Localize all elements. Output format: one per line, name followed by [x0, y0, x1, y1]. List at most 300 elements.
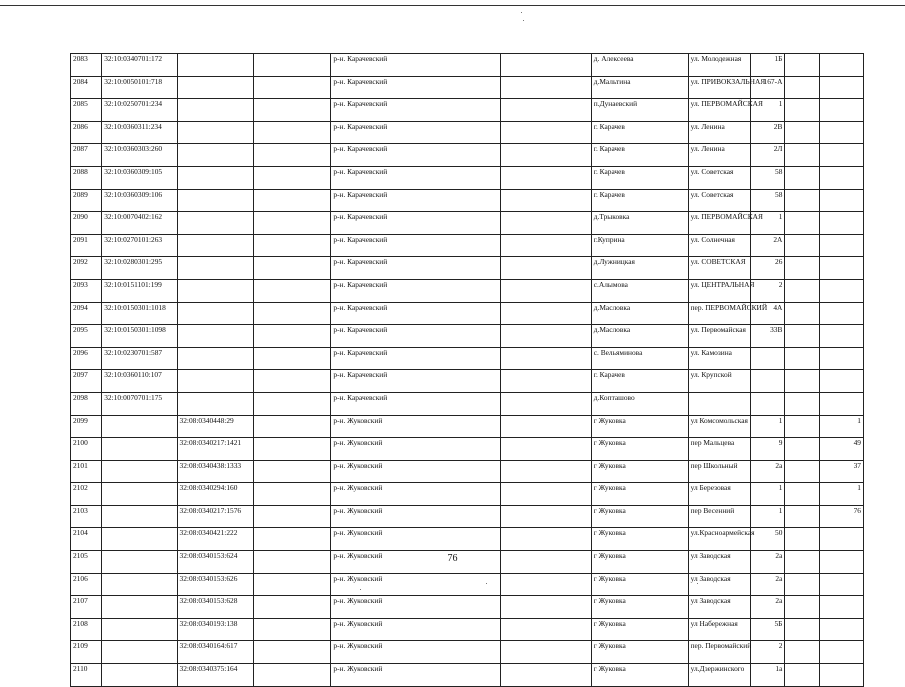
- blank-column-cell: [501, 528, 591, 551]
- cadastral-number-b-cell: [177, 347, 253, 370]
- blank-column-cell: [253, 392, 330, 415]
- blank-column-cell: [253, 144, 330, 167]
- row-number-cell: 2088: [71, 166, 102, 189]
- district-cell: р-н. Карачевский: [331, 325, 501, 348]
- street-cell: ул. Первомайская: [688, 325, 750, 348]
- house-number-cell: 26: [750, 257, 784, 280]
- cadastral-number-a-cell: [102, 618, 177, 641]
- blank-column-cell: [785, 144, 819, 167]
- street-cell: ул. Молодежная: [688, 54, 750, 77]
- cadastral-number-b-cell: 32:08:0340294:160: [177, 483, 253, 506]
- row-number-cell: 2083: [71, 54, 102, 77]
- blank-column-cell: [501, 505, 591, 528]
- street-cell: ул. Крупской: [688, 370, 750, 393]
- cadastral-number-a-cell: 32:10:0230701:587: [102, 347, 177, 370]
- apartment-number-cell: [819, 641, 863, 664]
- street-cell: пер. ПЕРВОМАЙСКИЙ: [688, 302, 750, 325]
- cadastral-number-b-cell: 32:08:0340164:617: [177, 641, 253, 664]
- street-cell: ул. Советская: [688, 166, 750, 189]
- cadastral-number-b-cell: [177, 302, 253, 325]
- settlement-cell: г Жуковка: [591, 596, 688, 619]
- table-row: [71, 347, 864, 370]
- blank-column-cell: [501, 257, 591, 280]
- blank-column-cell: [785, 392, 819, 415]
- cadastral-number-b-cell: 32:08:0340448:29: [177, 415, 253, 438]
- row-number-cell: 2100: [71, 438, 102, 461]
- row-number-cell: 2085: [71, 99, 102, 122]
- blank-column-cell: [785, 415, 819, 438]
- blank-column-cell: [501, 596, 591, 619]
- row-number-cell: 2109: [71, 641, 102, 664]
- row-number-cell: 2106: [71, 573, 102, 596]
- settlement-cell: г Жуковка: [591, 483, 688, 506]
- settlement-cell: г Жуковка: [591, 415, 688, 438]
- table-row: [71, 212, 864, 235]
- apartment-number-cell: [819, 54, 863, 77]
- table-row: [71, 483, 864, 506]
- page-number: 76: [447, 553, 458, 564]
- cadastral-number-a-cell: [102, 596, 177, 619]
- row-number-cell: 2095: [71, 325, 102, 348]
- district-cell: р-н. Жуковский: [331, 460, 501, 483]
- district-cell: р-н. Карачевский: [331, 347, 501, 370]
- register-page: [70, 53, 864, 687]
- apartment-number-cell: 37: [819, 460, 863, 483]
- table-row: [71, 257, 864, 280]
- cadastral-number-a-cell: 32:10:0250701:234: [102, 99, 177, 122]
- blank-column-cell: [253, 438, 330, 461]
- street-cell: пер Весенний: [688, 505, 750, 528]
- settlement-cell: г. Карачев: [591, 144, 688, 167]
- house-number-cell: 2а: [750, 596, 784, 619]
- blank-column-cell: [253, 415, 330, 438]
- table-row: [71, 302, 864, 325]
- address-register-table: [70, 53, 864, 687]
- cadastral-number-b-cell: 32:08:0340193:138: [177, 618, 253, 641]
- settlement-cell: г Жуковка: [591, 528, 688, 551]
- blank-column-cell: [253, 573, 330, 596]
- row-number-cell: 2094: [71, 302, 102, 325]
- settlement-cell: г. Карачев: [591, 370, 688, 393]
- settlement-cell: п.Дунаевский: [591, 99, 688, 122]
- street-cell: ул Березовая: [688, 483, 750, 506]
- blank-column-cell: [253, 483, 330, 506]
- blank-column-cell: [785, 483, 819, 506]
- apartment-number-cell: [819, 166, 863, 189]
- cadastral-number-a-cell: 32:10:0360110:107: [102, 370, 177, 393]
- blank-column-cell: [501, 76, 591, 99]
- cadastral-number-a-cell: 32:10:0280301:295: [102, 257, 177, 280]
- blank-column-cell: [501, 438, 591, 461]
- house-number-cell: 1а: [750, 664, 784, 687]
- blank-column-cell: [253, 257, 330, 280]
- blank-column-cell: [253, 121, 330, 144]
- blank-column-cell: [785, 618, 819, 641]
- house-number-cell: 1: [750, 415, 784, 438]
- house-number-cell: 4А: [750, 302, 784, 325]
- apartment-number-cell: [819, 279, 863, 302]
- settlement-cell: г Жуковка: [591, 460, 688, 483]
- blank-column-cell: [501, 302, 591, 325]
- table-row: [71, 438, 864, 461]
- house-number-cell: 2а: [750, 573, 784, 596]
- blank-column-cell: [253, 54, 330, 77]
- row-number-cell: 2097: [71, 370, 102, 393]
- cadastral-number-b-cell: 32:08:0340217:1576: [177, 505, 253, 528]
- apartment-number-cell: [819, 347, 863, 370]
- cadastral-number-b-cell: [177, 166, 253, 189]
- blank-column-cell: [785, 347, 819, 370]
- blank-column-cell: [785, 54, 819, 77]
- scan-speck: [486, 583, 487, 584]
- street-cell: ул. Камозина: [688, 347, 750, 370]
- house-number-cell: 2Л: [750, 144, 784, 167]
- table-row: [71, 234, 864, 257]
- street-cell: ул. ПРИВОКЗАЛЬНАЯ: [688, 76, 750, 99]
- row-number-cell: 2086: [71, 121, 102, 144]
- district-cell: р-н. Карачевский: [331, 166, 501, 189]
- blank-column-cell: [501, 573, 591, 596]
- house-number-cell: 2а: [750, 551, 784, 574]
- street-cell: ул. Ленина: [688, 121, 750, 144]
- blank-column-cell: [253, 325, 330, 348]
- blank-column-cell: [785, 460, 819, 483]
- cadastral-number-a-cell: 32:10:0050101:718: [102, 76, 177, 99]
- settlement-cell: с. Вельяминова: [591, 347, 688, 370]
- table-row: [71, 121, 864, 144]
- cadastral-number-a-cell: 32:10:0151101:199: [102, 279, 177, 302]
- apartment-number-cell: [819, 234, 863, 257]
- district-cell: р-н. Карачевский: [331, 302, 501, 325]
- district-cell: р-н. Карачевский: [331, 144, 501, 167]
- blank-column-cell: [785, 99, 819, 122]
- apartment-number-cell: [819, 76, 863, 99]
- cadastral-number-a-cell: 32:10:0150301:1018: [102, 302, 177, 325]
- blank-column-cell: [785, 505, 819, 528]
- blank-column-cell: [501, 279, 591, 302]
- blank-column-cell: [253, 596, 330, 619]
- street-cell: ул. ЦЕНТРАЛЬНАЯ: [688, 279, 750, 302]
- house-number-cell: 2А: [750, 234, 784, 257]
- cadastral-number-b-cell: [177, 189, 253, 212]
- house-number-cell: 58: [750, 189, 784, 212]
- settlement-cell: г Жуковка: [591, 438, 688, 461]
- cadastral-number-a-cell: [102, 573, 177, 596]
- row-number-cell: 2103: [71, 505, 102, 528]
- apartment-number-cell: [819, 618, 863, 641]
- cadastral-number-b-cell: 32:08:0340153:628: [177, 596, 253, 619]
- row-number-cell: 2087: [71, 144, 102, 167]
- street-cell: ул. Ленина: [688, 144, 750, 167]
- table-row: [71, 528, 864, 551]
- blank-column-cell: [501, 99, 591, 122]
- cadastral-number-a-cell: [102, 505, 177, 528]
- cadastral-number-b-cell: [177, 144, 253, 167]
- cadastral-number-b-cell: [177, 279, 253, 302]
- top-rule: [0, 5, 905, 6]
- blank-column-cell: [501, 347, 591, 370]
- blank-column-cell: [785, 234, 819, 257]
- blank-column-cell: [253, 166, 330, 189]
- table-row: [71, 99, 864, 122]
- settlement-cell: г. Карачев: [591, 166, 688, 189]
- house-number-cell: [750, 370, 784, 393]
- cadastral-number-b-cell: [177, 54, 253, 77]
- cadastral-number-a-cell: [102, 641, 177, 664]
- cadastral-number-b-cell: [177, 99, 253, 122]
- cadastral-number-b-cell: [177, 76, 253, 99]
- cadastral-number-b-cell: 32:08:0340421:222: [177, 528, 253, 551]
- house-number-cell: 58: [750, 166, 784, 189]
- settlement-cell: г. Карачев: [591, 189, 688, 212]
- table-row: [71, 596, 864, 619]
- row-number-cell: 2093: [71, 279, 102, 302]
- district-cell: р-н. Жуковский: [331, 596, 501, 619]
- district-cell: р-н. Жуковский: [331, 641, 501, 664]
- district-cell: р-н. Жуковский: [331, 483, 501, 506]
- settlement-cell: д.Мальтина: [591, 76, 688, 99]
- cadastral-number-b-cell: [177, 121, 253, 144]
- settlement-cell: д.Трыковка: [591, 212, 688, 235]
- row-number-cell: 2092: [71, 257, 102, 280]
- cadastral-number-b-cell: [177, 257, 253, 280]
- district-cell: р-н. Жуковский: [331, 618, 501, 641]
- blank-column-cell: [501, 392, 591, 415]
- settlement-cell: д. Алексеева: [591, 54, 688, 77]
- cadastral-number-a-cell: [102, 664, 177, 687]
- settlement-cell: д.Лужницкая: [591, 257, 688, 280]
- blank-column-cell: [253, 99, 330, 122]
- district-cell: р-н. Карачевский: [331, 370, 501, 393]
- cadastral-number-a-cell: 32:10:0150301:1098: [102, 325, 177, 348]
- cadastral-number-a-cell: 32:10:0360309:105: [102, 166, 177, 189]
- table-row: [71, 189, 864, 212]
- settlement-cell: д.Копташово: [591, 392, 688, 415]
- cadastral-number-a-cell: [102, 415, 177, 438]
- row-number-cell: 2098: [71, 392, 102, 415]
- settlement-cell: г Жуковка: [591, 618, 688, 641]
- district-cell: р-н. Карачевский: [331, 279, 501, 302]
- blank-column-cell: [501, 121, 591, 144]
- district-cell: р-н. Жуковский: [331, 415, 501, 438]
- apartment-number-cell: 1: [819, 415, 863, 438]
- street-cell: ул Заводская: [688, 573, 750, 596]
- apartment-number-cell: 49: [819, 438, 863, 461]
- row-number-cell: 2099: [71, 415, 102, 438]
- row-number-cell: 2096: [71, 347, 102, 370]
- blank-column-cell: [253, 189, 330, 212]
- blank-column-cell: [253, 347, 330, 370]
- cadastral-number-b-cell: 32:08:0340217:1421: [177, 438, 253, 461]
- house-number-cell: 2а: [750, 460, 784, 483]
- blank-column-cell: [501, 166, 591, 189]
- district-cell: р-н. Карачевский: [331, 121, 501, 144]
- district-cell: р-н. Жуковский: [331, 438, 501, 461]
- blank-column-cell: [501, 54, 591, 77]
- row-number-cell: 2101: [71, 460, 102, 483]
- blank-column-cell: [785, 573, 819, 596]
- blank-column-cell: [785, 438, 819, 461]
- street-cell: ул.Дзержинского: [688, 664, 750, 687]
- settlement-cell: г Жуковка: [591, 551, 688, 574]
- blank-column-cell: [785, 302, 819, 325]
- cadastral-number-b-cell: 32:08:0340153:624: [177, 551, 253, 574]
- cadastral-number-a-cell: 32:10:0340701:172: [102, 54, 177, 77]
- house-number-cell: 1: [750, 505, 784, 528]
- house-number-cell: 1Б: [750, 54, 784, 77]
- blank-column-cell: [253, 664, 330, 687]
- district-cell: р-н. Жуковский: [331, 573, 501, 596]
- row-number-cell: 2105: [71, 551, 102, 574]
- settlement-cell: с.Алымова: [591, 279, 688, 302]
- cadastral-number-b-cell: [177, 392, 253, 415]
- blank-column-cell: [253, 76, 330, 99]
- blank-column-cell: [501, 483, 591, 506]
- row-number-cell: 2089: [71, 189, 102, 212]
- blank-column-cell: [785, 664, 819, 687]
- district-cell: р-н. Жуковский: [331, 505, 501, 528]
- house-number-cell: 1: [750, 212, 784, 235]
- settlement-cell: г.Куприна: [591, 234, 688, 257]
- cadastral-number-b-cell: [177, 212, 253, 235]
- cadastral-number-a-cell: [102, 460, 177, 483]
- street-cell: ул Комсомольская: [688, 415, 750, 438]
- row-number-cell: 2108: [71, 618, 102, 641]
- cadastral-number-a-cell: [102, 438, 177, 461]
- settlement-cell: г. Карачев: [591, 121, 688, 144]
- blank-column-cell: [253, 641, 330, 664]
- blank-column-cell: [253, 618, 330, 641]
- blank-column-cell: [785, 121, 819, 144]
- district-cell: р-н. Карачевский: [331, 234, 501, 257]
- blank-column-cell: [253, 234, 330, 257]
- house-number-cell: 2В: [750, 121, 784, 144]
- district-cell: р-н. Жуковский: [331, 551, 501, 574]
- house-number-cell: 9: [750, 438, 784, 461]
- scan-speck: [360, 589, 361, 590]
- blank-column-cell: [501, 415, 591, 438]
- blank-column-cell: [785, 596, 819, 619]
- house-number-cell: 50: [750, 528, 784, 551]
- table-row: [71, 325, 864, 348]
- apartment-number-cell: [819, 212, 863, 235]
- district-cell: р-н. Жуковский: [331, 664, 501, 687]
- apartment-number-cell: [819, 596, 863, 619]
- settlement-cell: г Жуковка: [591, 664, 688, 687]
- cadastral-number-a-cell: [102, 528, 177, 551]
- apartment-number-cell: [819, 325, 863, 348]
- blank-column-cell: [501, 144, 591, 167]
- table-row: [71, 166, 864, 189]
- cadastral-number-a-cell: [102, 483, 177, 506]
- scan-speck: [523, 20, 524, 21]
- street-cell: ул Заводская: [688, 551, 750, 574]
- scan-speck: [697, 583, 698, 584]
- cadastral-number-b-cell: [177, 234, 253, 257]
- house-number-cell: 2: [750, 641, 784, 664]
- table-row: [71, 505, 864, 528]
- cadastral-number-b-cell: [177, 370, 253, 393]
- table-row: [71, 460, 864, 483]
- street-cell: ул. Солнечная: [688, 234, 750, 257]
- scan-speck: [521, 12, 522, 13]
- blank-column-cell: [501, 460, 591, 483]
- table-row: [71, 415, 864, 438]
- row-number-cell: 2091: [71, 234, 102, 257]
- apartment-number-cell: [819, 144, 863, 167]
- row-number-cell: 2084: [71, 76, 102, 99]
- apartment-number-cell: [819, 573, 863, 596]
- table-row: [71, 370, 864, 393]
- apartment-number-cell: [819, 370, 863, 393]
- blank-column-cell: [253, 505, 330, 528]
- street-cell: ул. ПЕРВОМАЙСКАЯ: [688, 212, 750, 235]
- blank-column-cell: [253, 370, 330, 393]
- house-number-cell: 167-А: [750, 76, 784, 99]
- cadastral-number-b-cell: 32:08:0340438:1333: [177, 460, 253, 483]
- row-number-cell: 2102: [71, 483, 102, 506]
- street-cell: ул. СОВЕТСКАЯ: [688, 257, 750, 280]
- table-row: [71, 573, 864, 596]
- cadastral-number-b-cell: 32:08:0340375:164: [177, 664, 253, 687]
- register-rows: [71, 54, 864, 687]
- apartment-number-cell: 76: [819, 505, 863, 528]
- table-row: [71, 618, 864, 641]
- settlement-cell: г Жуковка: [591, 573, 688, 596]
- district-cell: р-н. Карачевский: [331, 392, 501, 415]
- apartment-number-cell: [819, 392, 863, 415]
- row-number-cell: 2104: [71, 528, 102, 551]
- district-cell: р-н. Карачевский: [331, 54, 501, 77]
- blank-column-cell: [785, 189, 819, 212]
- cadastral-number-b-cell: [177, 325, 253, 348]
- blank-column-cell: [785, 212, 819, 235]
- table-row: [71, 392, 864, 415]
- apartment-number-cell: [819, 302, 863, 325]
- row-number-cell: 2090: [71, 212, 102, 235]
- row-number-cell: 2107: [71, 596, 102, 619]
- blank-column-cell: [501, 618, 591, 641]
- cadastral-number-a-cell: 32:10:0360303:260: [102, 144, 177, 167]
- blank-column-cell: [253, 460, 330, 483]
- district-cell: р-н. Карачевский: [331, 99, 501, 122]
- street-cell: [688, 392, 750, 415]
- house-number-cell: 1: [750, 99, 784, 122]
- blank-column-cell: [501, 325, 591, 348]
- blank-column-cell: [785, 528, 819, 551]
- district-cell: р-н. Карачевский: [331, 76, 501, 99]
- house-number-cell: [750, 392, 784, 415]
- blank-column-cell: [501, 370, 591, 393]
- cadastral-number-b-cell: 32:08:0340153:626: [177, 573, 253, 596]
- blank-column-cell: [501, 212, 591, 235]
- table-row: [71, 54, 864, 77]
- house-number-cell: 2: [750, 279, 784, 302]
- district-cell: р-н. Жуковский: [331, 528, 501, 551]
- table-row: [71, 664, 864, 687]
- cadastral-number-a-cell: 32:10:0360309:106: [102, 189, 177, 212]
- blank-column-cell: [785, 325, 819, 348]
- cadastral-number-a-cell: 32:10:0360311:234: [102, 121, 177, 144]
- blank-column-cell: [785, 279, 819, 302]
- blank-column-cell: [785, 166, 819, 189]
- blank-column-cell: [785, 76, 819, 99]
- house-number-cell: [750, 347, 784, 370]
- street-cell: пер Школьный: [688, 460, 750, 483]
- table-row: [71, 144, 864, 167]
- street-cell: ул Набережная: [688, 618, 750, 641]
- settlement-cell: г Жуковка: [591, 641, 688, 664]
